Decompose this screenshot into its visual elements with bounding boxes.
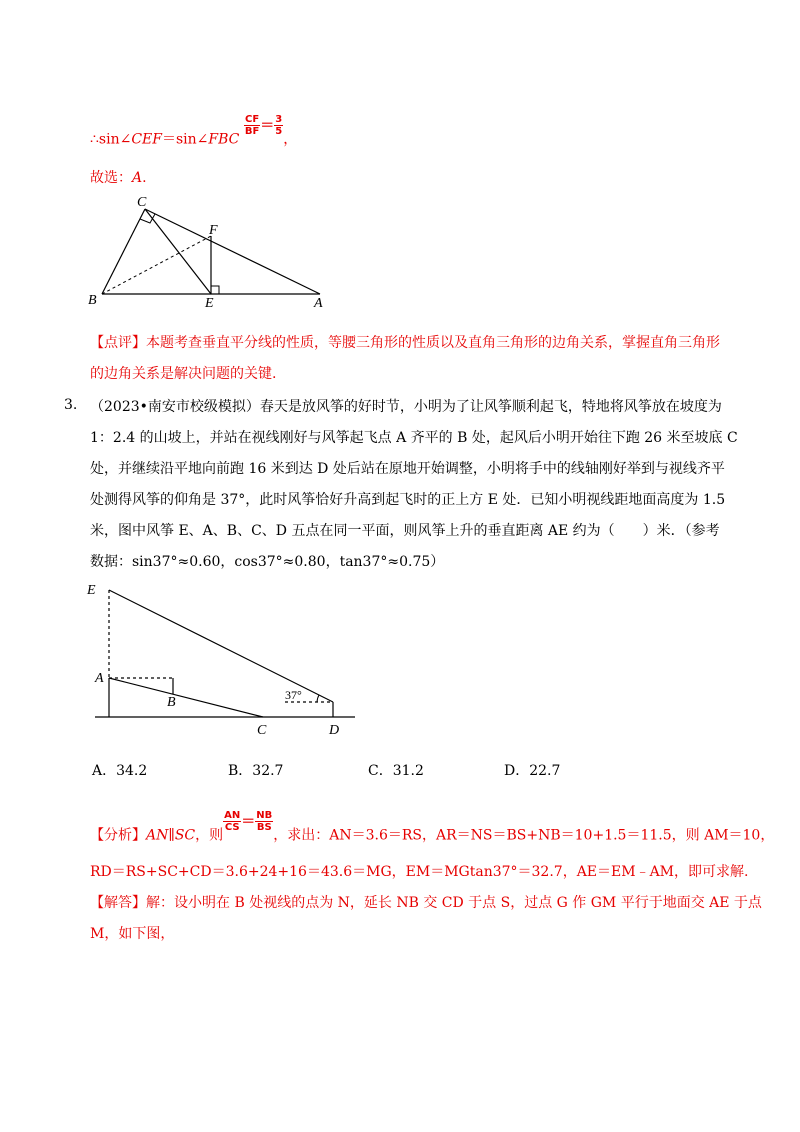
label-a2: A (95, 671, 104, 686)
eq-sin: ＝sin∠ (161, 131, 209, 148)
choose-value: A (132, 170, 143, 186)
segment-bc (102, 209, 145, 294)
equals-sign: ＝ (260, 117, 275, 134)
angle-fbc: FBC (208, 131, 240, 148)
analysis-result: ，求出：AN＝3.6＝RS，AR＝NS＝BS+NB＝10+1.5＝11.5，则 AM＝10， (273, 827, 775, 844)
label-b2: B (167, 695, 176, 710)
question-line-4: 处测得风筝的仰角是 37°，此时风筝恰好升高到起飞时的正上方 E 处．已知小明视线距地面高度为 1.5 (90, 492, 726, 508)
answer-text-1: 解：设小明在 B 处视线的点为 N，延长 NB 交 CD 于点 S，过点 G 作 GM 平行于地面交 AE 于点 (146, 895, 762, 911)
label-c: C (137, 195, 147, 210)
comma: ， (283, 131, 298, 148)
choice-d[interactable]: D．22.7 (504, 763, 561, 779)
angle-cef: CEF (131, 131, 162, 148)
analysis-tag: 【分析】 (90, 827, 146, 844)
answer-tag: 【解答】 (90, 895, 146, 911)
triangle-figure (85, 190, 345, 310)
label-a: A (314, 296, 323, 310)
label-d2: D (329, 723, 340, 738)
label-c2: C (257, 723, 267, 738)
fraction-an-cs: $\frac{AN}{CS}$ (224, 810, 241, 833)
choice-a[interactable]: A．34.2 (92, 763, 148, 779)
question-number: 3. (64, 397, 78, 413)
choose-label: 故选： (90, 170, 132, 186)
label-b: B (88, 293, 97, 308)
choose-line (90, 168, 147, 188)
choose-end: . (142, 170, 147, 186)
therefore-text: ∴sin∠ (90, 131, 132, 148)
question-line-2: 1：2.4 的山坡上，并站在视线刚好与风筝起飞点 A 齐平的 B 处，起风后小明开始往下跑 26 米至坡底 C (90, 430, 738, 446)
frac-equals: ＝ (241, 813, 256, 830)
analysis-line-1 (90, 810, 775, 847)
analysis-then: ，则 (195, 827, 224, 844)
kite-figure (85, 578, 365, 740)
segment-ce (145, 209, 211, 294)
label-e2: E (87, 583, 96, 598)
segment-ca (145, 209, 320, 294)
label-angle: 37° (285, 688, 302, 702)
label-f: F (209, 223, 218, 238)
comment-line-1 (90, 333, 720, 353)
choice-b[interactable]: B．32.7 (228, 763, 284, 779)
fraction-nb-bs: $\frac{NB}{BS}$ (256, 810, 273, 833)
comment-line-2 (90, 364, 276, 384)
question-line-1: （2023•南安市校级模拟）春天是放风筝的好时节，小明为了让风筝顺利起飞，特地将风筝放在坡度为 (90, 399, 722, 415)
conclusion-line (90, 114, 298, 151)
analysis-parallel: AN∥SC (146, 827, 196, 844)
fraction-cf-bf: $\frac{CF}{BF}$ (244, 114, 260, 137)
comment-tag: 【点评】 (90, 335, 146, 351)
answer-line-2: M，如下图， (90, 926, 175, 942)
right-angle-e (211, 286, 219, 294)
slope-line (109, 678, 263, 717)
question-line-3: 处，并继续沿平地向前跑 16 米到达 D 处后站在原地开始调整，小明将手中的线轴刚好举到与视线齐平 (90, 461, 725, 477)
answer-line-1 (90, 893, 762, 913)
angle-arc (317, 695, 319, 702)
analysis-line-2: RD＝RS+SC+CD＝3.6+24+16＝43.6＝MG，EM＝MGtan37°＝32.7，AE＝EM﹣AM，即可求解. (90, 864, 749, 880)
segment-bf-dashed (102, 236, 211, 294)
question-line-5: 米，图中风筝 E、A、B、C、D 五点在同一平面，则风筝上升的垂直距离 AE 约为（ ）米．（参考 (90, 523, 720, 539)
choice-c[interactable]: C．31.2 (368, 763, 424, 779)
comment-text-1: 本题考查垂直平分线的性质，等腰三角形的性质以及直角三角形的边角关系，掌握直角三角形 (146, 335, 720, 351)
fraction-3-5: $\frac{3}{5}$ (275, 114, 283, 137)
question-line-6: 数据：sin37°≈0.60，cos37°≈0.80，tan37°≈0.75） (90, 554, 445, 570)
label-e: E (205, 296, 214, 310)
comment-text-2: 的边角关系是解决问题的关键. (90, 366, 277, 382)
segment-ed (109, 590, 333, 702)
